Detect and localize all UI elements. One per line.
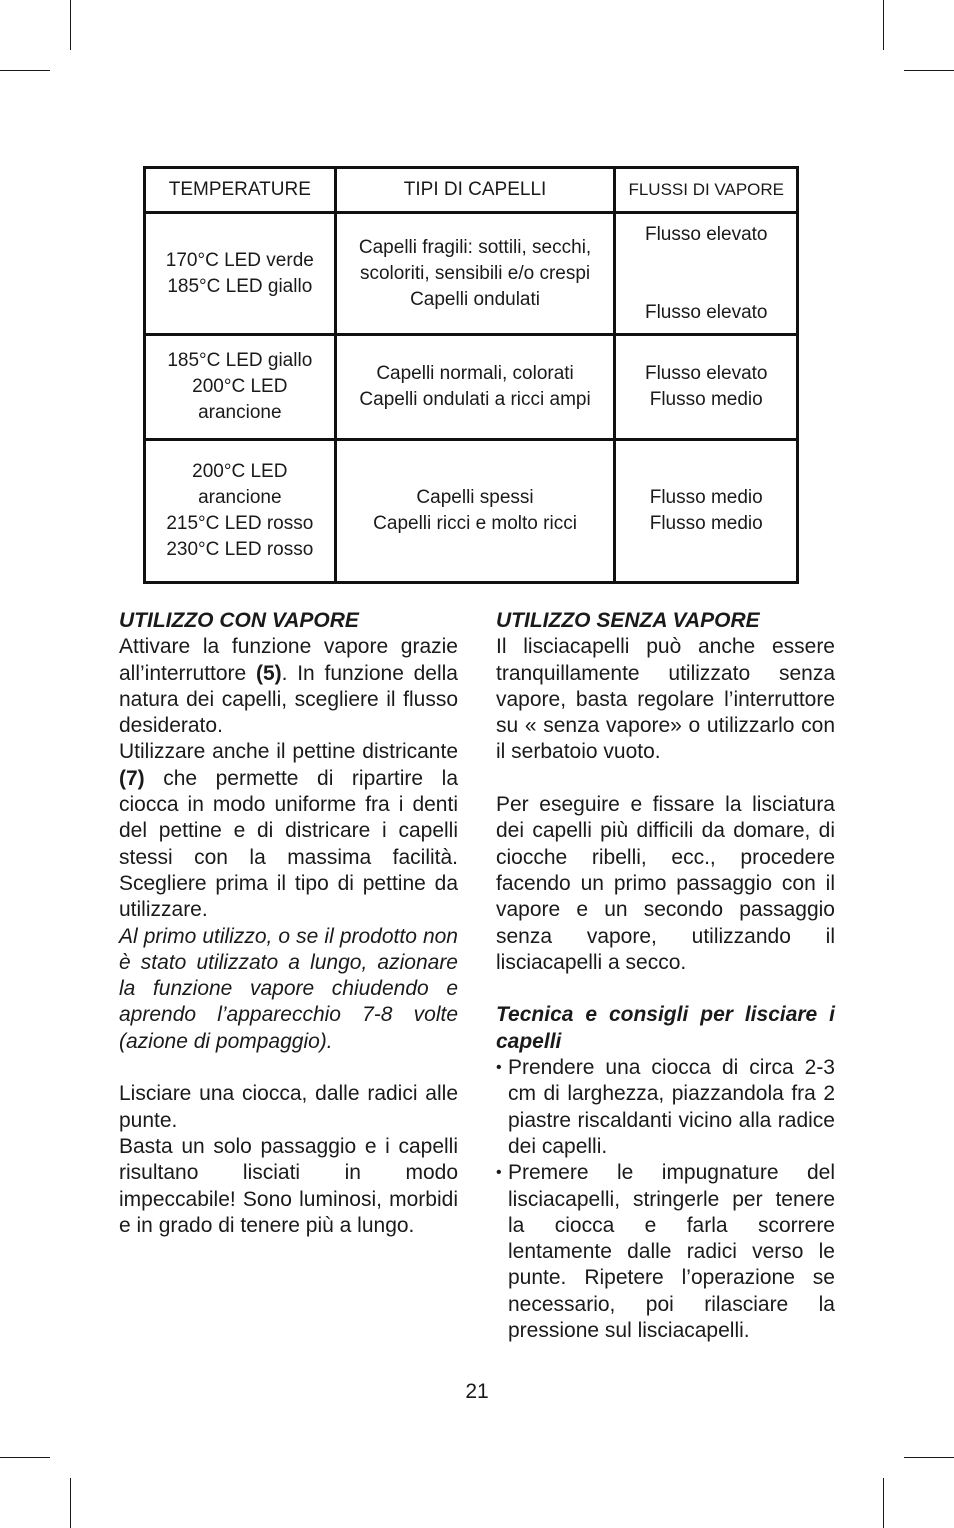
steam-flow-cell [615,213,798,335]
temperature-cell [145,213,336,335]
crop-mark [904,70,954,71]
table-header-row [145,168,798,213]
steam-flow-cell [615,440,798,583]
text: Utilizzare anche il pettine districante [119,740,458,764]
list-item: • Prendere una ciocca di circa 2-3 cm di larghezza, piazzandola fra 2 piastre riscaldanti vicino alla radice dei capelli. [496,1055,835,1160]
cell-line: Flusso medio [649,389,763,410]
cell-line: 185°C LED giallo [167,275,313,297]
hair-type-cell [335,213,615,335]
cell-line: Capelli ondulati a ricci ampi [359,389,591,410]
tips-heading: Tecnica e consigli per lisciare i capelli [496,1003,835,1053]
crop-mark [904,1457,954,1458]
cell-line: Flusso elevato [644,223,768,245]
paragraph: Il lisciacapelli può anche essere tranquillamente utilizzato senza vapore, basta regolare l’interruttore su « senza vapore» o utilizzarlo con il serbatoio vuoto. [496,635,835,764]
text: . In funzione della natura dei capelli, scegliere il flusso desiderato. [119,661,458,738]
cell-line: 200°C LED [192,461,288,482]
crop-mark [0,1457,50,1458]
crop-mark [883,0,884,50]
crop-mark [0,70,50,71]
temperature-table [143,166,799,584]
cell-line: 215°C LED rosso [166,513,314,534]
cell-line: scoloriti, sensibili e/o crespi [359,262,591,284]
hair-type-cell [335,440,615,583]
paragraph [119,634,458,739]
crop-mark [70,0,71,50]
paragraph [119,739,458,923]
tips-list [496,1055,835,1344]
cell-line: 200°C LED [192,376,288,397]
table-row [145,335,798,440]
section-heading-with-steam: UTILIZZO CON VAPORE [119,609,359,632]
list-item: • Premere le impugnature del lisciacapelli, stringerle per tenere la ciocca e farla scorrere lentamente dalle radici verso le punte. Ripetere l’operazione se necessario, poi rilasciare la pressione sul lisciacapelli. [496,1160,835,1344]
header-steam-flow: FLUSSI DI VAPORE [615,168,798,213]
header-temperature: TEMPERATURE [145,168,336,213]
cell-line: arancione [198,487,282,508]
temperature-cell [145,440,336,583]
text: Attivare la funzione vapore grazie all’interruttore [119,635,458,685]
crop-mark [883,1478,884,1528]
paragraph: Lisciare una ciocca, dalle radici alle punte. [119,1082,458,1132]
reference-number: (7) [119,766,145,790]
crop-mark [70,1478,71,1528]
cell-line: Flusso elevato [644,363,768,384]
cell-line: 170°C LED verde [165,249,314,271]
hair-type-cell [335,335,615,440]
italic-note: Al primo utilizzo, o se il prodotto non è stato utilizzato a lungo, azionare la funzione vapore chiudendo e aprendo l’apparecchio 7-8 volte (azione di pompaggio). [119,924,458,1053]
left-column [119,608,458,1239]
text: che permette di ripartire la ciocca in modo uniforme fra i denti del pettine e di districare i capelli stessi con la massima facilità. Scegliere prima il tipo di pettine da utilizzare. [119,766,458,922]
cell-line: Flusso medio [649,487,763,508]
table-row [145,213,798,335]
cell-line: Capelli normali, colorati [376,363,574,384]
right-column [496,608,835,1344]
paragraph: Per eseguire e fissare la lisciatura dei capelli più difficili da domare, di ciocche ribelli, ecc., procedere facendo un primo passaggio con il vapore e un secondo passaggio senza vapore, utilizzando il lisciacapelli a secco. [496,793,835,974]
steam-flow-cell [615,335,798,440]
cell-line: 230°C LED rosso [166,539,314,560]
cell-line: Flusso elevato [644,301,768,323]
section-heading-without-steam: UTILIZZO SENZA VAPORE [496,609,760,632]
cell-line: Capelli ricci e molto ricci [373,513,577,534]
cell-line: Capelli ondulati [410,288,540,310]
page-number: 21 [465,1380,489,1403]
paragraph: Basta un solo passaggio e i capelli risultano lisciati in modo impeccabile! Sono luminosi, morbidi e in grado di tenere più a lungo. [119,1134,458,1237]
cell-line: Capelli spessi [416,487,534,508]
header-hair-types: TIPI DI CAPELLI [335,168,615,213]
cell-line: Capelli fragili: sottili, secchi, [358,236,592,258]
reference-number: (5) [255,661,282,685]
temperature-cell [145,335,336,440]
cell-line: 185°C LED giallo [167,350,313,371]
cell-line: Flusso medio [649,513,763,534]
table-row [145,440,798,583]
cell-line: arancione [198,402,282,423]
